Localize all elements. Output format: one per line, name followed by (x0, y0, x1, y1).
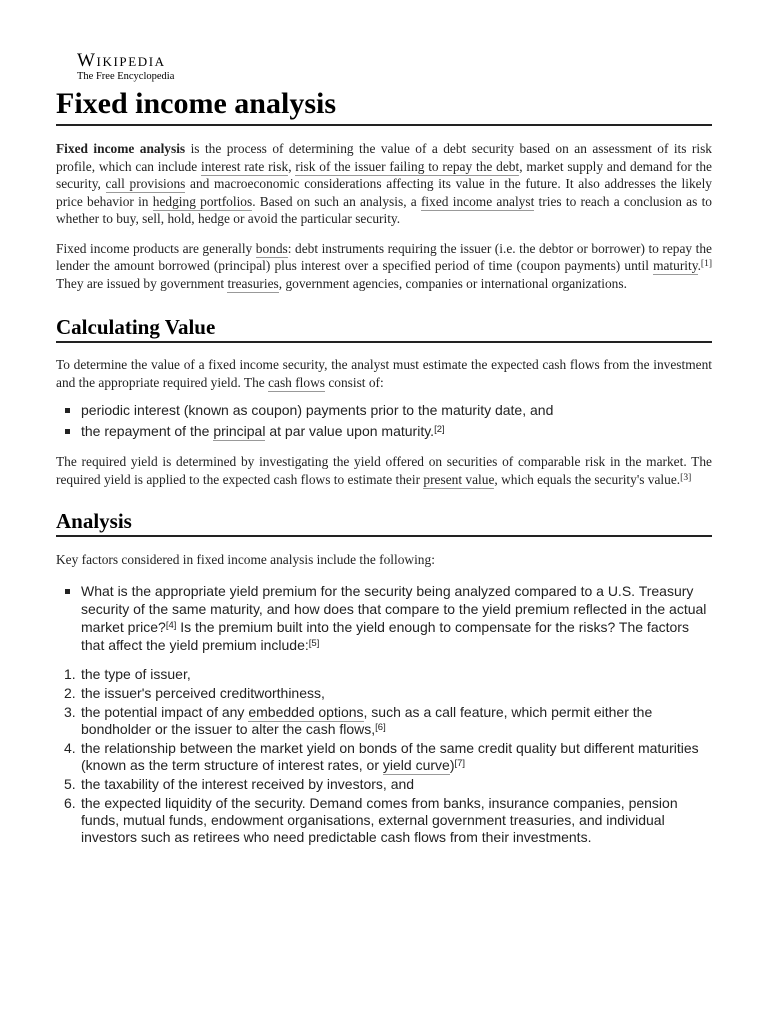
list-item (56, 685, 712, 702)
link-treasuries[interactable]: treasuries (227, 275, 279, 291)
text: tries to reach a conclusion as to whether to buy, sell, hold, hedge or avoid the particular security. (56, 193, 712, 226)
link-yield-curve[interactable]: yield curve (382, 756, 450, 773)
text: , market supply and demand for the security, (56, 158, 712, 191)
link-interest-rate-risk[interactable]: interest rate risk (201, 158, 289, 174)
item-number: 3. (64, 703, 76, 720)
section1-paragraph-1 (56, 356, 712, 391)
reference-3[interactable]: [3] (680, 472, 692, 483)
list-item (56, 582, 712, 654)
link-bonds[interactable]: bonds (255, 240, 288, 256)
item-number: 4. (64, 739, 76, 756)
text: , government agencies, companies or international organizations. (278, 275, 627, 291)
list-item (56, 666, 712, 683)
reference-4[interactable]: [4] (165, 619, 177, 631)
reference-6[interactable]: [6] (375, 721, 386, 733)
link-call-provisions[interactable]: call provisions (105, 176, 186, 191)
link-embedded-options[interactable]: embedded options (248, 703, 364, 720)
text: , such as a call feature, which permit either the bondholder or the issuer to alter the cash flows, (81, 703, 653, 737)
text: at par value upon maturity. (265, 423, 435, 439)
reference-1[interactable]: [1] (700, 259, 712, 269)
text: ) (449, 756, 455, 773)
reference-7[interactable]: [7] (454, 757, 466, 769)
text: consist of: (324, 374, 384, 390)
logo-subtitle: The Free Encyclopedia (77, 71, 175, 82)
page-title: Fixed income analysis (56, 86, 712, 126)
text: They are issued by government (56, 275, 228, 291)
text: The required yield is determined by investigating the yield offered on securities of comparable risk in the market. The required yield is applied to the expected cash flows to estimate their (56, 454, 712, 487)
link-maturity[interactable]: maturity (653, 258, 698, 273)
link-fixed-income-analyst[interactable]: fixed income analyst (420, 193, 535, 209)
text: the repayment of the (81, 423, 214, 439)
list-item (56, 795, 712, 846)
item-number: 1. (64, 665, 76, 682)
text: What is the appropriate yield premium for the security being analyzed compared to a U.S. Treasury security of the same maturity, and how does that compare to the yield premium reflected in the actual market price? (81, 582, 707, 635)
yield-premium-factors-list (56, 666, 712, 846)
text: : debt instruments requiring the issuer (i.e. the debtor or borrower) to repay the lender the amount borrowed (principal) plus interest over a specified period of time (coupon payments) until (56, 240, 712, 273)
text: , (288, 158, 296, 174)
logo-title: Wikipedia (77, 50, 166, 71)
link-credit-risk[interactable]: risk of the issuer failing to repay the debt (295, 158, 520, 174)
link-hedging-portfolios[interactable]: hedging portfolios (152, 193, 253, 209)
wikipedia-logo[interactable] (77, 50, 174, 83)
intro-paragraph-1 (56, 140, 712, 228)
cash-flow-list (56, 401, 712, 440)
reference-2[interactable]: [2] (434, 424, 445, 435)
text: periodic interest (known as coupon) payments prior to the maturity date, and (81, 402, 554, 418)
text: Is the premium built into the yield enough to compensate for the risks? The factors that affect the yield premium include: (81, 618, 689, 653)
text: Fixed income products are generally (56, 240, 256, 256)
list-item (56, 401, 712, 419)
article-body (56, 140, 712, 846)
link-principal[interactable]: principal (213, 423, 266, 439)
reference-5[interactable]: [5] (308, 637, 320, 649)
lead-term: Fixed income analysis (56, 141, 186, 156)
text: and macroeconomic considerations affecting its value in the future. It also addresses the likely price behavior in (56, 176, 712, 209)
list-item (56, 704, 712, 738)
section-heading-analysis: Analysis (56, 508, 712, 537)
analysis-bullet-list (56, 582, 712, 654)
link-cash-flows[interactable]: cash flows (268, 374, 325, 390)
text: the relationship between the market yield on bonds of the same credit quality but different maturities (known as the term structure of interest rates, or (81, 739, 699, 773)
list-item (56, 422, 712, 440)
section-heading-calculating-value: Calculating Value (56, 314, 712, 343)
section2-paragraph-1: Key factors considered in fixed income analysis include the following: (56, 552, 435, 567)
list-item (56, 776, 712, 793)
list-item (56, 740, 712, 774)
text: the expected liquidity of the security. Demand comes from banks, insurance companies, pension funds, mutual funds, endowment organisations, external government treasuries, and individual investors such as retirees who need predictable cash flows from their investments. (81, 794, 678, 845)
link-present-value[interactable]: present value (423, 471, 495, 487)
text: . Based on such an analysis, a (252, 193, 421, 209)
text: the type of issuer, (81, 665, 191, 682)
item-number: 5. (64, 775, 76, 792)
text: is the process of determining the value of a debt security based on an assessment of its risk profile, which can include (56, 141, 712, 174)
item-number: 2. (64, 684, 76, 701)
text: , which equals the security's value. (494, 471, 681, 487)
item-number: 6. (64, 794, 76, 811)
text: the taxability of the interest received by investors, and (81, 775, 415, 792)
text: the potential impact of any (81, 703, 249, 720)
intro-paragraph-2 (56, 240, 712, 293)
text: To determine the value of a fixed income security, the analyst must estimate the expected cash flows from the investment and the appropriate required yield. The (56, 357, 712, 390)
text: . (697, 258, 701, 273)
section1-paragraph-2 (56, 453, 712, 488)
text: the issuer's perceived creditworthiness, (81, 684, 325, 701)
